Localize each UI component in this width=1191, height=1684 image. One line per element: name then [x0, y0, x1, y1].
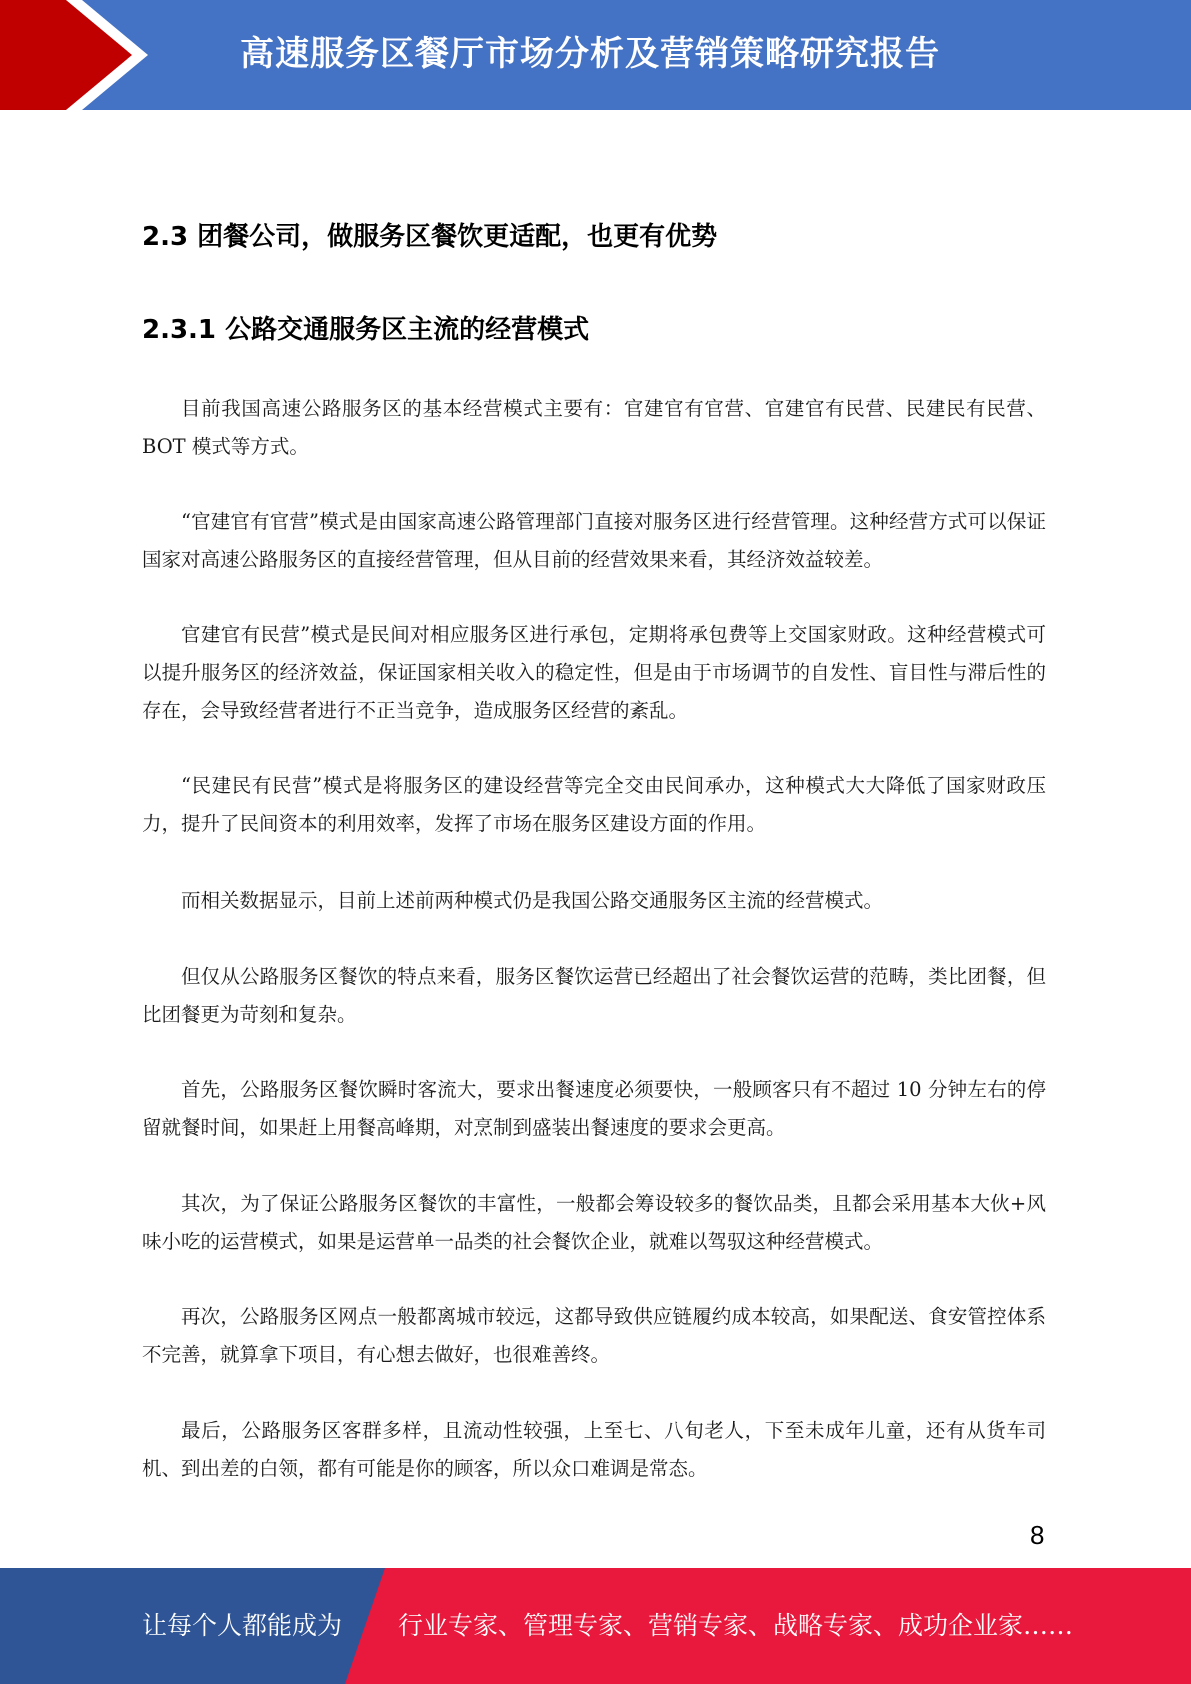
header-chevron-decoration	[0, 0, 160, 110]
paragraph: 最后，公路服务区客群多样，且流动性较强，上至七、八旬老人，下至未成年儿童，还有从货车司机、到出差的白领，都有可能是你的顾客，所以众口难调是常态。	[142, 1419, 1046, 1480]
paragraph: 目前我国高速公路服务区的基本经营模式主要有：官建官有官营、官建官有民营、民建民有民营、BOT 模式等方式。	[142, 397, 1046, 458]
footer-slogan-right: 行业专家、管理专家、营销专家、战略专家、成功企业家……	[398, 1611, 1074, 1640]
paragraph: 而相关数据显示，目前上述前两种模式仍是我国公路交通服务区主流的经营模式。	[181, 889, 884, 912]
subsection-heading: 2.3.1 公路交通服务区主流的经营模式	[142, 315, 590, 345]
page-number: 8	[1030, 1520, 1045, 1550]
footer-slogan-left: 让每个人都能成为	[142, 1611, 343, 1640]
paragraph: 但仅从公路服务区餐饮的特点来看，服务区餐饮运营已经超出了社会餐饮运营的范畴，类比团餐，但比团餐更为苛刻和复杂。	[142, 965, 1046, 1026]
page-header	[0, 0, 1191, 110]
paragraph: “民建民有民营”模式是将服务区的建设经营等完全交由民间承办，这种模式大大降低了国家财政压力，提升了民间资本的利用效率，发挥了市场在服务区建设方面的作用。	[142, 774, 1046, 835]
report-title: 高速服务区餐厅市场分析及营销策略研究报告	[240, 34, 940, 74]
paragraph: 首先，公路服务区餐饮瞬时客流大，要求出餐速度必须要快，一般顾客只有不超过 10 分钟左右的停留就餐时间，如果赶上用餐高峰期，对烹制到盛装出餐速度的要求会更高。	[142, 1078, 1046, 1139]
paragraph: 官建官有民营”模式是民间对相应服务区进行承包，定期将承包费等上交国家财政。这种经营模式可以提升服务区的经济效益，保证国家相关收入的稳定性，但是由于市场调节的自发性、盲目性与滞后性的存在，会导致经营者进行不正当竞争，造成服务区经营的紊乱。	[142, 623, 1046, 722]
section-heading: 2.3 团餐公司，做服务区餐饮更适配，也更有优势	[142, 222, 718, 252]
paragraph: 其次，为了保证公路服务区餐饮的丰富性，一般都会筹设较多的餐饮品类，且都会采用基本大伙+风味小吃的运营模式，如果是运营单一品类的社会餐饮企业，就难以驾驭这种经营模式。	[142, 1192, 1046, 1253]
paragraph: 再次，公路服务区网点一般都离城市较远，这都导致供应链履约成本较高，如果配送、食安管控体系不完善，就算拿下项目，有心想去做好，也很难善终。	[142, 1305, 1046, 1366]
paragraph: “官建官有官营”模式是由国家高速公路管理部门直接对服务区进行经营管理。这种经营方式可以保证国家对高速公路服务区的直接经营管理，但从目前的经营效果来看，其经济效益较差。	[142, 510, 1046, 571]
page-footer	[0, 1568, 1191, 1684]
